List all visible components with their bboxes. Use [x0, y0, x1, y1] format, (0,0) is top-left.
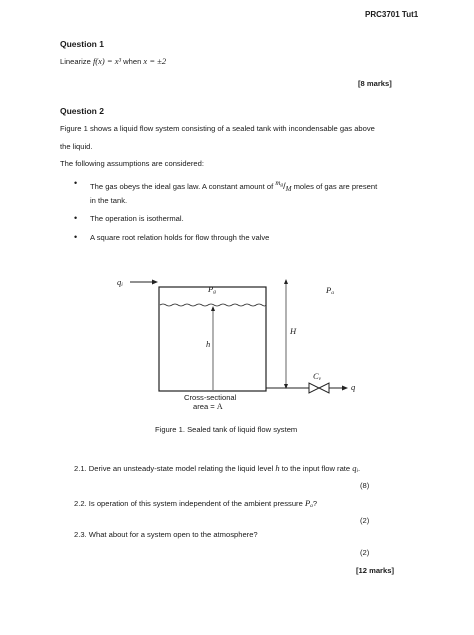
- question-2-intro-line1: Figure 1 shows a liquid flow system consisting of a sealed tank with incondensable gas above: [60, 124, 375, 133]
- subquestion-number: 2.3.: [74, 530, 87, 539]
- label-cv-sub: v: [318, 376, 322, 382]
- subquestion-number: 2.1.: [74, 464, 87, 473]
- area-label-line1: Cross-sectional: [184, 393, 237, 402]
- q1-prompt-prefix: Linearize: [60, 57, 93, 66]
- label-pa-sub: a: [331, 290, 334, 296]
- question-1-marks: [8 marks]: [358, 79, 392, 88]
- subquestion-text: ?: [312, 499, 318, 508]
- assumption-3: A square root relation holds for flow through the valve: [90, 233, 270, 242]
- assumption-1-text-a: The gas obeys the ideal gas law. A constant amount of: [90, 182, 276, 191]
- var-main: P: [304, 498, 311, 508]
- label-h: h: [206, 339, 211, 349]
- subquestion-var: [305, 498, 313, 508]
- label-pg-main: P: [208, 284, 214, 294]
- assumption-1-line2: in the tank.: [90, 196, 128, 205]
- subquestion-text: Is operation of this system independent of the ambient pressure: [88, 499, 305, 508]
- question-1-heading: Question 1: [60, 39, 104, 49]
- frac-slash-icon: /: [283, 181, 286, 191]
- label-cv-main: C: [313, 371, 319, 381]
- frac-num-sub: g: [280, 182, 284, 188]
- valve-icon: [309, 383, 319, 393]
- label-pg: [208, 284, 216, 295]
- question-1-prompt: [60, 56, 166, 66]
- course-code: PRC3701 Tut1: [365, 10, 419, 19]
- subquestion-text: What about for a system open to the atmosphere?: [88, 530, 258, 539]
- level-h-arrow-icon: [211, 306, 215, 311]
- subquestion-text: Derive an unsteady-state model relating the liquid level: [88, 464, 276, 473]
- label-qi: [117, 277, 123, 288]
- tank-outline: [159, 287, 266, 391]
- area-label-line2: [193, 402, 223, 411]
- bullet-icon: •: [74, 232, 78, 242]
- label-q: q: [351, 382, 356, 392]
- bullet-icon: •: [74, 178, 78, 188]
- bullet-icon: •: [74, 213, 78, 223]
- assumption-2: The operation is isothermal.: [90, 214, 184, 223]
- q1-prompt-mid: when: [121, 57, 144, 66]
- label-cv: [313, 371, 321, 382]
- label-qi-main: q: [117, 277, 122, 287]
- subquestion-2-1-marks: (8): [360, 481, 370, 490]
- subquestion-2-2-marks: (2): [360, 516, 370, 525]
- valve-icon: [319, 383, 329, 393]
- label-pa: [326, 285, 334, 296]
- area-label-text: area =: [193, 402, 217, 411]
- var-sub: i: [356, 468, 359, 474]
- question-2-intro-line2: the liquid.: [60, 142, 93, 151]
- q1-expression: f(x) = x³: [92, 56, 122, 66]
- assumption-1-frac-num: [275, 179, 283, 187]
- height-H-arrow-top-icon: [284, 279, 288, 284]
- question-2-heading: Question 2: [60, 106, 104, 116]
- frac-num: m: [275, 179, 281, 187]
- assumption-1-line1: [90, 179, 377, 193]
- subquestion-var: h: [275, 463, 280, 473]
- label-H: H: [290, 326, 297, 336]
- var-sub: a: [310, 503, 313, 509]
- var-main: q: [352, 463, 357, 473]
- q1-condition: x = ±2: [143, 56, 167, 66]
- subquestion-2-2: [74, 498, 317, 509]
- area-label-symbol: A: [216, 402, 223, 411]
- assumption-1-frac-den: M: [285, 185, 292, 193]
- assumptions-intro: The following assumptions are considered:: [60, 159, 204, 168]
- outlet-arrow-icon: [342, 386, 348, 391]
- subquestion-text: .: [358, 464, 361, 473]
- subquestion-number: 2.2.: [74, 499, 87, 508]
- label-qi-sub: i: [121, 282, 123, 288]
- inlet-arrow-icon: [152, 280, 158, 285]
- question-2-total-marks: [12 marks]: [356, 566, 394, 575]
- liquid-surface: [160, 304, 266, 306]
- subquestion-2-1: [74, 463, 360, 474]
- figure-caption: Figure 1. Sealed tank of liquid flow system: [155, 425, 298, 434]
- subquestion-2-3: [74, 530, 258, 539]
- label-pa-main: P: [326, 285, 332, 295]
- subquestion-2-3-marks: (2): [360, 548, 370, 557]
- assumption-1-text-b: moles of gas are present: [291, 182, 378, 191]
- subquestion-text: to the input flow rate: [279, 464, 353, 473]
- label-pg-sub: g: [213, 289, 216, 295]
